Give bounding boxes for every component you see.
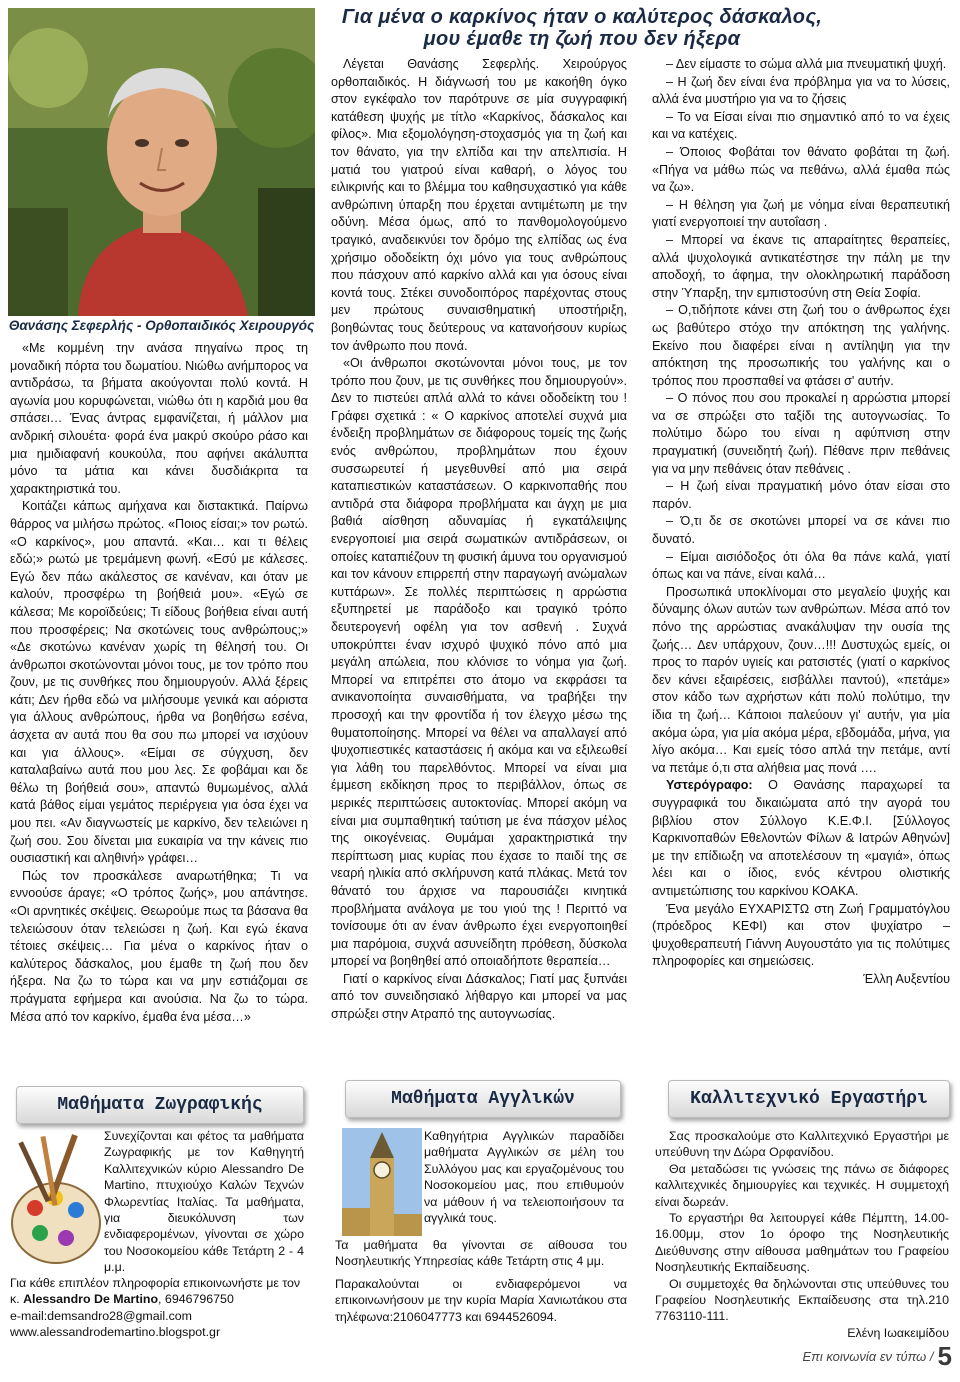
bullet: – Ό,τι δε σε σκοτώνει μπορεί να σε κάνει πιο δυνατό. [652,514,950,547]
english-schedule: Τα μαθήματα θα γίνονται σε αίθουσα του Νοσηλευτικής Υπηρεσίας κάθε Τετάρτη στις 4 μμ. [335,1238,627,1269]
contact-name: Alessandro De Martino [23,1292,159,1307]
thanks: Ένα μεγάλο ΕΥΧΑΡΙΣΤΩ στη Ζωή Γραμματόγλου (πρόεδρος ΚΕΦΙ) και στον ψυχίατρο – ψυχοθεραπευτή Γιάννη Αυγουστάτο για τις πολύτιμες πληροφορίες και σημειώσεις. [652,901,950,969]
contact-website[interactable]: www.alessandrodemartino.blogspot.gr [10,1325,221,1340]
page-number: 5 [937,1341,952,1371]
painting-title: Μαθήματα Ζωγραφικής [16,1086,304,1124]
contact-email[interactable]: e-mail:demsandro28@gmail.com [10,1308,192,1323]
paragraph: Κοιτάζει κάπως αμήχανα και διστακτικά. Παίρνω θάρρος να μιλήσω πρώτος. «Ποιος είσαι;» τον ρωτώ. «Ο καρκίνος», μου απαντά. «Και… και τι θέλεις εδώ;» ρωτώ με τρεμάμενη φωνή. «Εσύ με κάλεσες. Εγώ δεν πάω ακάλεστος σε κανέναν, και όταν με καλούν, προσφέρω τη βοήθειά μου». «Εγώ σε κάλεσα; Με κοροϊδεύεις; Τι είδους βοήθεια είναι αυτή που προσφέρεις; Να σκοτώνεις τους ανθρώπους;» «Δε σκοτώνω κανέναν χωρίς τη θέλησή του. Οι άνθρωποι σκοτώνονται μόνοι τους, με τον τρόπο που ζουν, με τις συνθήκες που δημιουργούν. Αλλά ξέρεις κάτι; Δεν ήρθα εδώ να μιλήσουμε γενικά και αόριστα για άλλους ανθρώπους, ήρθα να βοηθήσω εσένα, άσχετα αν αυτά που θα σου πω μπορεί να ισχύουν και για άλλους». «Είμαι σε σύγχυση, δεν καταλαβαίνω αυτά που μου λες. Σε φοβάμαι και δε θέλω τη βοήθειά σου», απαντώ θυμωμένος, αλλά κατά βάθος είμαι γεμάτος περιέργεια για όσα έχει να μου πει. «Αν διαγνωστείς με καρκίνο, δεν τελειώνει η ζωή σου. Σου δίνεται μια ευκαιρία να την κάνεις πιο ουσιαστική και αληθινή» γράφει… [10,499,308,866]
postscript-label: Υστερόγραφο: [666,778,753,793]
paragraph: Το εργαστήρι θα λειτουργεί κάθε Πέμπτη, 14.00- 16.00μμ, στον 1ο όροφο της Νοσηλευτικής Διεύθυνσης στην αίθουσα μαθημάτων του Γραφείου Νοσηλευτικής Εκπαίδευσης. [655,1211,949,1275]
workshop-text [655,1128,949,1341]
paragraph: Θα μεταδώσει τις γνώσεις της πάνω σε διάφορες καλλιτεχνικές δημιουργίες και τεχνικές. Η συμμετοχή είναι δωρεάν. [655,1161,949,1209]
painting-contact [10,1275,310,1341]
article-column-2 [331,56,627,1024]
headline-line-2: μου έμαθε τη ζωή που δεν ήξερα [423,28,741,50]
bullet: – Η ζωή δεν είναι ένα πρόβλημα για να το λύσεις, αλλά ένα μυστήριο για να το ζήσεις [652,74,950,107]
paragraph: «Με κομμένη την ανάσα πηγαίνω προς τη μοναδική πόρτα του δωματίου. Νιώθω ανήμπορος να αντιδράσω, τα βήματα ακούγονται πολύ κοντά. Η αγωνία μου κορυφώνεται, νιώθω ότι η καρδιά μου θα σπάσει… Ένας άντρας εμφανίζεται, ή μάλλον μια ανδρική σιλουέτα· φορά ένα μακρύ σκούρο ράσο και μια ημιδιαφανή κουκούλα, που αφήνει ακάλυπτα μόνο τα μάτια και κάνει δυσδιάκριτα τα χαρακτηριστικά του. [10,341,308,496]
contact-phone: , 6946796750 [158,1292,234,1307]
headline-line-1: Για μένα ο καρκίνος ήταν ο καλύτερος δάσκαλος, [341,6,823,28]
paragraph: Σας προσκαλούμε στο Καλλιτεχνικό Εργαστήρι με υπεύθυνη την Δώρα Ορφανίδου. [655,1129,949,1160]
article-column-1 [10,340,308,1026]
postscript [652,777,950,900]
bullet: – Η ζωή είναι πραγματική μόνο όταν είσαι στο παρόν. [652,479,950,511]
photo-caption: Θανάσης Σεφερλής - Ορθοπαιδικός Χειρουργός [8,318,315,333]
bullet: – Ο πόνος που σου προκαλεί η αρρώστια μπορεί να σε σπρώξει στο ταξίδι της αυτογνωσίας. Το πολύτιμο δώρο του είναι η αφύπνιση στην πραγματική (συνειδητή ζωή). Πέθανε πριν πεθάνεις για να μην πεθάνεις όταν πεθάνεις . [652,391,950,476]
english-title: Μαθήματα Αγγλικών [345,1080,621,1118]
paint-palette-illustration [10,1128,102,1276]
bullet: – Το να Είσαι είναι πιο σημαντικό από το να έχεις και να κατέχεις. [652,109,950,142]
big-ben-illustration [342,1128,422,1236]
paragraph: «Οι άνθρωποι σκοτώνονται μόνοι τους, με τον τρόπο που ζουν, με τις συνθήκες που δημιουργούν». Δεν το πιστεύει απλά αλλά το κάνει οδοδείκτη του ! Γράφει σχετικά : « Ο καρκίνος αποτελεί συχνά μια ένδειξη προβλημάτων σε διάφορους τομείς της ζωής ενός ανθρώπου, προβλημάτων που έχουν συσσωρευτεί ή μεγεθυνθεί από μια σειρά καταπιεστικών καταστάσεων. Ο καρκινοπαθής που αντιδρά στα διάφορα προβλήματα και άγχη με μια βαθιά αίσθηση αδυναμίας ή εγκατάλειψης ενεργοποιεί μια σειρά σωματικών αντιδράσεων, οι οποίες καταπιέζουν τη φυσική άμυνα του οργανισμού και τον κάνουν επιρρεπή στην παραγωγή ανώμαλων κυττάρων». Σε πολλές περιπτώσεις η αρρώστια εξυπηρετεί με παράδοξο και τραγικό τρόπο δευτερογενή οφέλη για τον ασθενή . Συχνά υποκρύπτει έναν ισχυρό ψυχικό πόνο από μια μεγάλη απώλεια, που κλόνισε το νόημα για ζωή. Μπορεί να επιτρέπει στο άτομο να εκφράσει τα ανικανοποίητα συναισθήματα, να τραβήξει την προσοχή και την φροντίδα ή τον έλεγχο μέσω της θυματοποίησης. Μπορεί να θέλει να απαλλαγεί από ψυχοπιεστικές καταστάσεις ή ακόμα και να εξιλεωθεί για λάθη του παρελθόντος. Μπορεί να είναι μια έμμεση εκδίκηση προς το περιβάλλον, όπως σε μερικές περιπτώσεις αυτοκτονίας. Μπορεί ακόμη να είναι μια συμπαθητική ταύτιση με ένα πάσχον μέλος της οικογένειας. Θυμάμαι χαρακτηριστικά την περίπτωση μιας κυρίας που έχασε το παιδί της σε νεαρή ηλικία από σκλήρυνση κατά πλάκας. Μετά τον θάνατό του άρχισε να παρουσιάζει κινητικά προβλήματα ανάλογα με του γιού της ! Περιττό να τονίσουμε ότι αν έναν άνθρωπο έχει ενεργοποιηθεί μια παρόμοια, συχνά ασυνείδητη πρόθεση, δύσκολα μπορεί να βοηθηθεί από οποιαδήποτε θεραπεία… [331,356,627,969]
bullet: – Είμαι αισιόδοξος ότι όλα θα πάνε καλά, γιατί όπως και να πάνε, είναι καλά… [652,549,950,582]
bullet: – Όποιος Φοβάται τον θάνατο φοβάται τη ζωή. «Πήγα να μάθω πώς να πεθάνω, αλλά έμαθα πώς να ζω». [652,144,950,195]
workshop-author: Ελένη Ιωακειμίδου [847,1325,949,1340]
bullet: – Η θέληση για ζωή με νόημα είναι θεραπευτική γιατί ενεργοποιεί την αυτοΐαση . [652,197,950,230]
headline [212,6,952,58]
english-text: Καθηγήτρια Αγγλικών παραδίδει μαθήματα Αγγλικών σε μέλη του Συλλόγου μας και εργαζομένους του Νοσοκομείου μας, που επιθυμούν να μάθουν ή να τελειοποιήσουν τα αγγλικά τους. [424,1129,624,1226]
paragraph: Γιατί ο καρκίνος είναι Δάσκαλος; Γιατί μας ξυπνάει από τον συνειδησιακό λήθαργο και μπορεί να μας σπρώξει στην Ατραπό της αυτογνωσίας. [331,971,627,1022]
article-column-3 [652,56,950,988]
contact-intro: Για κάθε επιπλέον πληροφορία επικοινωνήστε με τον κ. [10,1276,301,1307]
bullet: – Δεν είμαστε το σώμα αλλά μια πνευματική ψυχή. [666,57,947,71]
bullet: – Μπορεί να έκανε τις απαραίτητες θεραπείες, αλλά ψυχολογικά αντικατέστησε την πάλη με την αποδοχή, το άφημα, την ολοκληρωτική παράδοση στην Ύπαρξη, την εμπιστοσύνη στη Θεία Σοφία. [652,232,950,300]
paragraph: Προσωπικά υποκλίνομαι στο μεγαλείο ψυχής και δύναμης όλων αυτών των ανθρώπων. Μέσα από τον πόνο της αρρώστιας ανακάλυψαν την ουσία της ζωής… Δεν υπάρχουν, ζουν…!!! Δυστυχώς εμείς, οι προς το παρόν υγιείς και ρατσιστές (γιατί ο καρκίνος δεν κάνει εξαιρέσεις, εισβάλλει παντού), «πετάμε» στον κάδο των αχρήστων κάτι πολύ πολύτιμο, την ίδια τη ζωή… Κάποιοι παλεύουν γι' αυτήν, για μία ακόμα ώρα, για μία ακόμα μέρα, εβδομάδα, μήνα, για λίγο ακόμα… Και εμείς τόσο απλά την πετάμε, αντί να πετάμε ό,τι στα αλήθεια μας πονά …. [652,584,950,775]
page-footer [802,1341,952,1372]
paragraph: Οι συμμετοχές θα δηλώνονται στις υπεύθυνες του Γραφείου Νοσηλευτικής Εκπαίδευσης στα τηλ.210 7763110-111. [655,1276,949,1324]
bullet: – Ο,τιδήποτε κάνει στη ζωή του ο άνθρωπος έχει ως βαθύτερο στόχο την απόκτηση της γαλήνης. Εκείνο που διαφέρει είναι η αντίληψη για την απόκτηση της προσωπικής του γαλήνης και ο τρόπος που προσπαθεί να φτάσει σ' αυτήν. [652,303,950,388]
english-details [335,1237,627,1325]
footer-text: Επι κοινωνία εν τύπω / [802,1349,934,1364]
author-signature: Έλλη Αυξεντίου [863,971,950,986]
postscript-text: Ο Θανάσης παραχωρεί τα συγγραφικά του δικαιώματα από την αγορά του βιβλίου στον Σύλλογο Κ.Ε.Φ.Ι. [Σύλλογος Καρκινοπαθών Εθελοντών Φίλων & Ιατρών Αθηνών] με την επίδιωξη να αποτελέσουν τη «μαγιά», όπως λέει και ο ίδιος, ενός κέντρου ολιστικής αντιμετώπισης του καρκίνου ΚΟΑΚΑ. [652,778,950,898]
workshop-title: Καλλιτεχνικό Εργαστήρι [668,1080,950,1118]
english-contact: Παρακαλούνται οι ενδιαφερόμενοι να επικοινωνήσουν με την κυρία Μαρία Χανιωτάκου στα τηλέφωνα:2106047773 και 6944526094. [335,1276,627,1324]
painting-text: Συνεχίζονται και φέτος τα μαθήματα Ζωγραφικής με τον Καθηγητή Καλλιτεχνικών κύριο Alessandro De Martino, πτυχιούχο Καλών Τεχνών Φλωρεντίας Ιταλίας. Τα μαθήματα, για διευκόλυνση των ενδιαφερομένων, γίνονται σε χώρο του Νοσοκομείου κάθε Τετάρτη 2 - 4 μ.μ. [104,1129,304,1275]
paragraph: Πώς τον προσκάλεσε αναρωτήθηκα; Τι να εννοούσε άραγε; «Ο τρόπος ζωής», μου απάντησε. «Οι αρνητικές σκέψεις. Θεωρούμε πως τα βάσανα θα τελειώσουν όταν τελειώσει η ζωή. Και εγώ έκανα τέτοιες σκέψεις… Για μένα ο καρκίνος ήταν ο καλύτερος δάσκαλος, μου έμαθε τη ζωή που δεν ήξερα. Να ζω το τώρα και να μην εστιάζομαι σε πράγματα εφήμερα και ανούσια. Να ζω το τώρα. Μέσα από τον καρκίνο, έμαθα ένα μέσα…» [10,868,308,1024]
paragraph: Λέγεται Θανάσης Σεφερλής. Χειρούργος ορθοπαιδικός. Η διάγνωσή του με κακοήθη όγκο στον εγκέφαλο τον παρότρυνε σε μία συγγραφική κατάθεση ψυχής με τίτλο «Καρκίνος, δάσκαλος και φίλος». Μια εξομολόγηση-στοχασμός για τη ζωή και τον θάνατο, για την ελπίδα και την απελπισία. Η ματιά του γιατρού είναι καθαρή, ο λόγος του ειλικρινής και το βλέμμα του καθησυχαστικό για κάθε ανθρώπινη ύπαρξη που έρχεται αντιμέτωπη με την οδύνη. Μέσα όμως, από το πανθομολογούμενο τραγικό, αναδεικνύει τον δρόμο της ελπίδας ως ένα χρήσιμο οδοδείκτη όχι μόνο για τους ανθρώπους που πάσχουν από καρκίνο αλλά και για όσους είναι κοντά τους. Στέκει συνοδοιπόρος παρέχοντας στους μεν πρώτους συναισθηματική υποστήριξη, βοηθώντας τους δεύτερους να κατανοήσουν κυρίως τον άνθρωπο που πονά. [331,57,627,353]
